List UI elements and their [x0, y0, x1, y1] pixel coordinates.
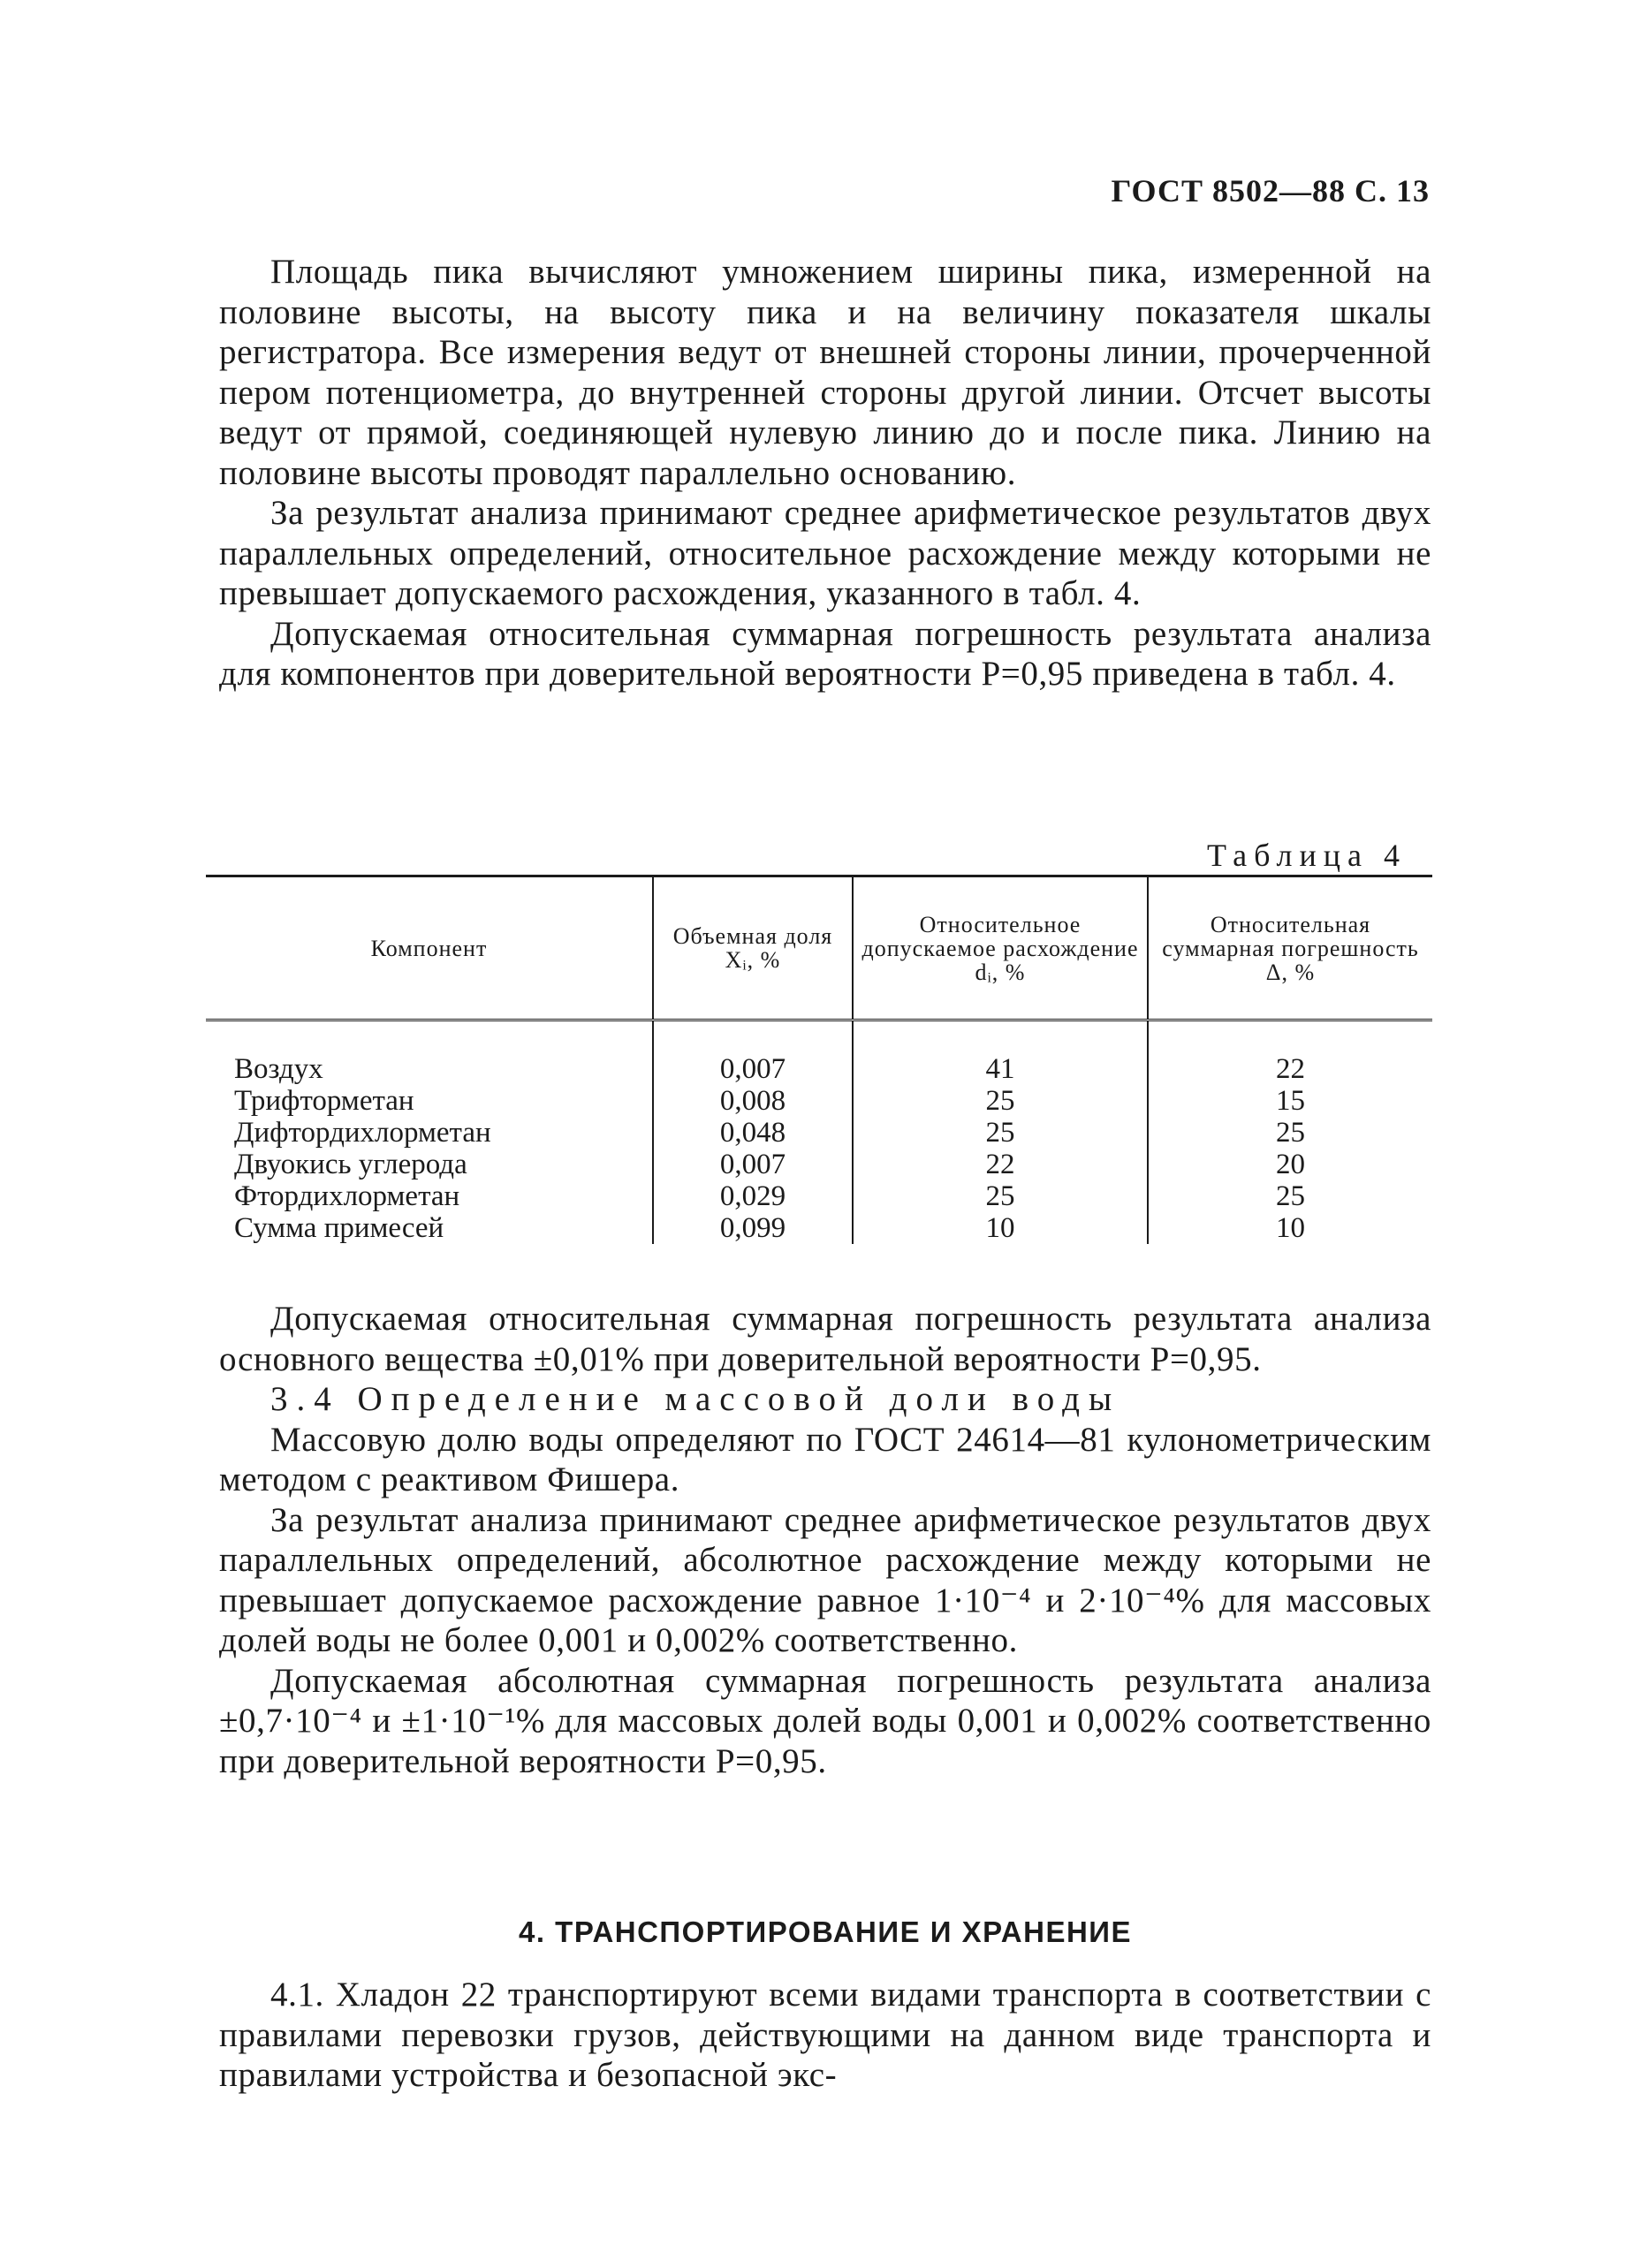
table-cell: Дифтордихлорметан [234, 1117, 491, 1149]
page-header: ГОСТ 8502—88 С. 13 [1111, 173, 1430, 209]
paragraph: Допускаемая относительная суммарная погрешность результата анализа для компонентов при доверительной вероятности P=0,95 приведена в табл. 4. [219, 614, 1431, 693]
table-cell: 41 [853, 1020, 1148, 1086]
table-cell: 25 [853, 1085, 1148, 1117]
column-header: Относительная суммарная погрешность Δ, % [1148, 876, 1432, 1020]
table-cell: 25 [853, 1180, 1148, 1212]
table-4 [206, 875, 1432, 1244]
paragraph: За результат анализа принимают среднее арифметическое результатов двух параллельных определений, относительное расхождение между которыми не превышает допускаемого расхождения, указанного в табл. 4. [219, 494, 1431, 612]
table-row [206, 1117, 1432, 1149]
table-cell: 25 [853, 1117, 1148, 1149]
table-cell: Фтордихлорметан [234, 1180, 460, 1212]
subsection-heading: 3.4 Определение массовой доли воды [270, 1380, 1121, 1418]
paragraph: 4.1. Хладон 22 транспортируют всеми видами транспорта в соответствии с правилами перевозки грузов, действующими на данном виде транспорта и правилами устройства и безопасной экс- [219, 1976, 1431, 2094]
text-block-bottom [219, 1975, 1431, 2096]
paragraph: Допускаемая абсолютная суммарная погрешность результата анализа ±0,7·10⁻⁴ и ±1·10⁻¹% для массовых долей воды 0,001 и 0,002% соответственно при доверительной вероятности P=0,95. [219, 1661, 1431, 1780]
paragraph: Массовую долю воды определяют по ГОСТ 24614—81 кулонометрическим методом с реактивом Фишера. [219, 1420, 1431, 1498]
table-cell: 0,048 [653, 1117, 853, 1149]
table-cell: Трифторметан [234, 1085, 414, 1117]
column-header: Относительное допускаемое расхождение dᵢ, % [853, 876, 1148, 1020]
table-cell: Двуокись углерода [234, 1149, 467, 1180]
text-block-top [219, 252, 1431, 694]
table-cell: 22 [1148, 1020, 1432, 1086]
paragraph: Допускаемая относительная суммарная погрешность результата анализа основного вещества ±0,01% при доверительной вероятности P=0,95. [219, 1300, 1431, 1378]
paragraph: Площадь пика вычисляют умножением ширины пика, измеренной на половине высоты, на высоту пика и на величину показателя шкалы регистратора. Все измерения ведут от внешней стороны линии, прочерченной пером потенциометра, до внутренней стороны другой линии. Отсчет высоты ведут от прямой, соединяющей нулевую линию до и после пика. Линию на половине высоты проводят параллельно основанию. [219, 253, 1431, 492]
table-cell: 0,029 [653, 1180, 853, 1212]
table-cell: 0,099 [653, 1212, 853, 1244]
table-cell: 25 [1148, 1117, 1432, 1149]
table-header-row [206, 876, 1432, 1020]
table-row [206, 1212, 1432, 1244]
text-block-middle [219, 1299, 1431, 1781]
table-cell: 22 [853, 1149, 1148, 1180]
table-row [206, 1020, 1432, 1086]
column-header: Компонент [370, 935, 488, 961]
table-cell: 10 [1148, 1212, 1432, 1244]
table-row [206, 1180, 1432, 1212]
table-cell: Сумма примесей [234, 1212, 444, 1244]
table-cell: 0,008 [653, 1085, 853, 1117]
table-cell: 0,007 [653, 1149, 853, 1180]
table-cell: 15 [1148, 1085, 1432, 1117]
data-table [206, 875, 1432, 1244]
section-heading: 4. ТРАНСПОРТИРОВАНИЕ И ХРАНЕНИЕ [518, 1915, 1133, 1948]
table-cell: 0,007 [653, 1020, 853, 1086]
table-cell: 10 [853, 1212, 1148, 1244]
table-caption: Таблица 4 [1207, 838, 1407, 873]
table-cell: 25 [1148, 1180, 1432, 1212]
column-header: Объемная доля Xᵢ, % [653, 876, 853, 1020]
table-cell: Воздух [234, 1053, 323, 1085]
paragraph: За результат анализа принимают среднее арифметическое результатов двух параллельных определений, абсолютное расхождение между которыми не превышает допускаемое расхождение равное 1·10⁻⁴ и 2·10⁻⁴% для массовых долей воды не более 0,001 и 0,002% соответственно. [219, 1500, 1431, 1659]
table-cell: 20 [1148, 1149, 1432, 1180]
table-row [206, 1149, 1432, 1180]
table-row [206, 1085, 1432, 1117]
